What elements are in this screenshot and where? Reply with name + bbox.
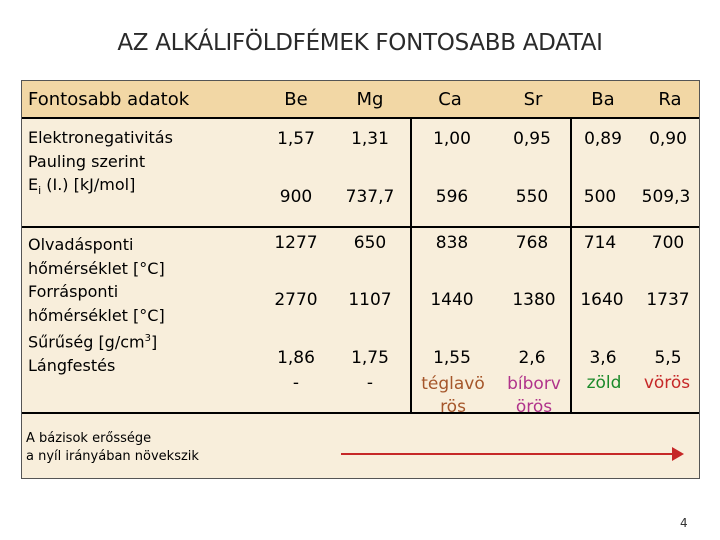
header-label: Fontosabb adatok xyxy=(28,89,190,110)
electronegativity-ca: 1,00 xyxy=(433,129,471,149)
base-strength-arrow xyxy=(341,453,676,455)
boiling-mg: 1107 xyxy=(348,290,392,310)
flame-be: - xyxy=(292,373,300,393)
density-mg: 1,75 xyxy=(351,348,389,368)
melting-ra: 700 xyxy=(651,233,685,253)
header-divider xyxy=(22,117,699,119)
melting-ca: 838 xyxy=(435,233,469,253)
page-number: 4 xyxy=(680,516,688,530)
row-label-electronegativity: Elektronegativitás Pauling szerint $E_i$ (I.) [kJ/mol] xyxy=(28,128,173,198)
column-divider xyxy=(410,118,412,413)
header-element-sr: Sr xyxy=(523,89,543,110)
page-title: AZ ALKÁLIFÖLDFÉMEK FONTOSABB ADATAI xyxy=(117,30,603,56)
header-element-ra: Ra xyxy=(658,89,682,110)
electronegativity-be: 1,57 xyxy=(277,129,315,149)
data-table xyxy=(21,80,700,479)
row-divider xyxy=(22,226,699,228)
melting-ba: 714 xyxy=(583,233,617,253)
flame-ba: zöld xyxy=(586,373,622,393)
density-ra: 5,5 xyxy=(654,348,682,368)
density-be: 1,86 xyxy=(277,348,315,368)
ionization-mg: 737,7 xyxy=(345,187,395,207)
column-divider xyxy=(570,118,572,413)
density-ca: 1,55 xyxy=(433,348,471,368)
density-ba: 3,6 xyxy=(589,348,617,368)
electronegativity-mg: 1,31 xyxy=(351,129,389,149)
ionization-be: 900 xyxy=(279,187,313,207)
boiling-sr: 1380 xyxy=(512,290,556,310)
header-element-mg: Mg xyxy=(356,89,384,110)
header-element-ca: Ca xyxy=(438,89,462,110)
melting-be: 1277 xyxy=(274,233,318,253)
electronegativity-sr: 0,95 xyxy=(513,129,551,149)
flame-ca: téglavö rös xyxy=(421,374,485,417)
ionization-ca: 596 xyxy=(435,187,469,207)
flame-sr: bíborv örös xyxy=(507,374,561,417)
electronegativity-ba: 0,89 xyxy=(584,129,622,149)
arrow-head-icon xyxy=(672,447,684,461)
flame-mg: - xyxy=(366,373,374,393)
header-element-be: Be xyxy=(284,89,308,110)
boiling-ca: 1440 xyxy=(430,290,474,310)
ionization-sr: 550 xyxy=(515,187,549,207)
flame-ra: vörös xyxy=(643,373,691,393)
base-strength-note: A bázisok erőssége a nyíl irányában növekszik xyxy=(26,431,199,464)
row-label-physical: Olvadásponti hőmérséklet [°C] Forrásponti hőmérséklet [°C] Sűrűség $[g/cm^3]$ Lángfestés xyxy=(28,235,165,375)
ionization-ba: 500 xyxy=(583,187,617,207)
melting-mg: 650 xyxy=(353,233,387,253)
boiling-ra: 1737 xyxy=(646,290,690,310)
melting-sr: 768 xyxy=(515,233,549,253)
boiling-be: 2770 xyxy=(274,290,318,310)
electronegativity-ra: 0,90 xyxy=(649,129,687,149)
boiling-ba: 1640 xyxy=(580,290,624,310)
header-element-ba: Ba xyxy=(591,89,615,110)
row-divider xyxy=(22,412,699,414)
ionization-ra: 509,3 xyxy=(641,187,691,207)
density-sr: 2,6 xyxy=(518,348,546,368)
